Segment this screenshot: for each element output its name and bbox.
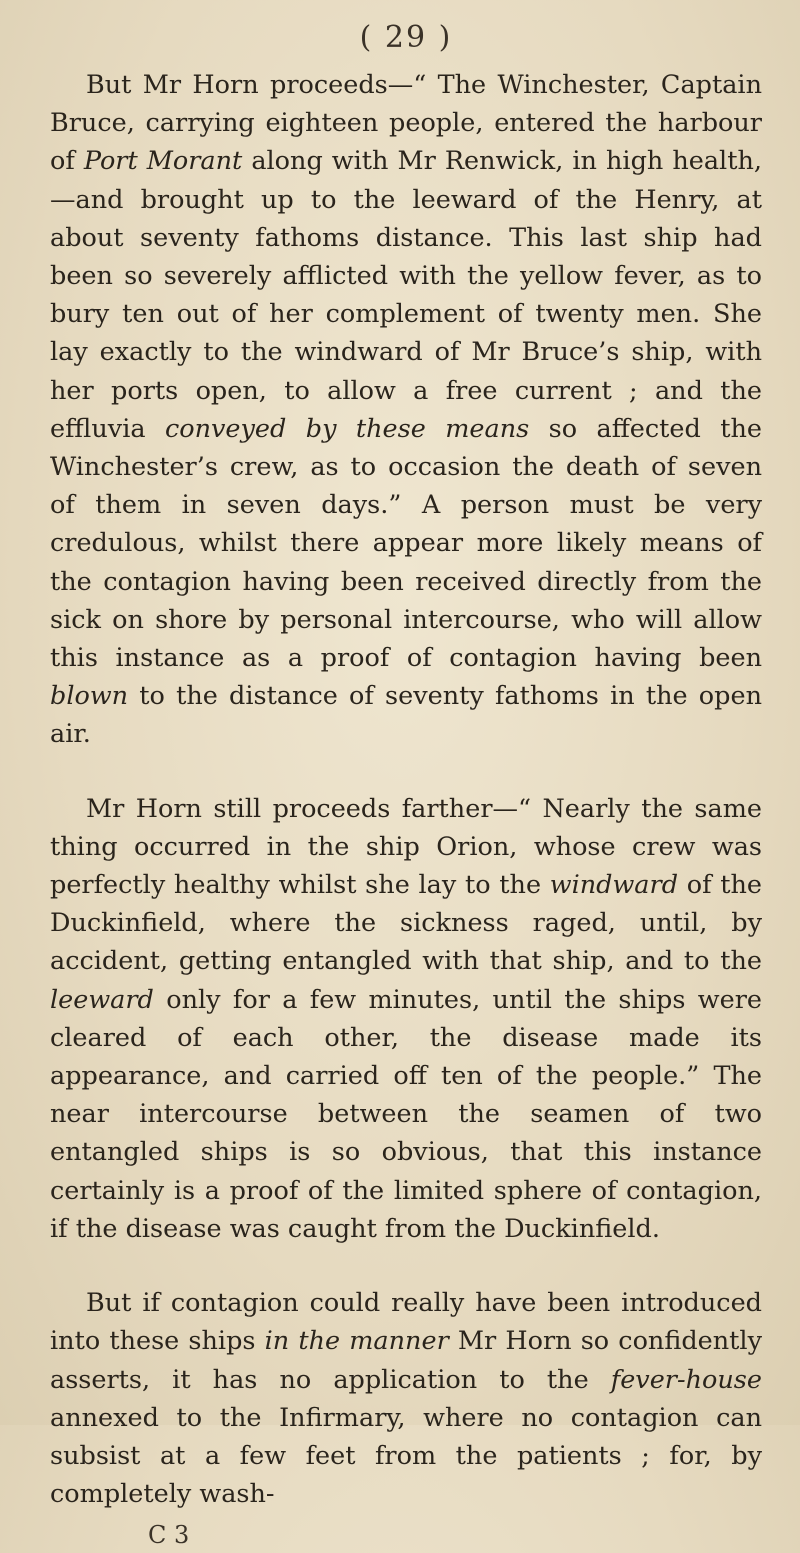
text-segment: along with Mr Renwick, in high health,—and brought up to the leeward of the Henry, at about seventy fathoms distance. This last ship had been so severely afflicted with the yellow fever, as to bury ten out of her complement of twenty men. She lay exactly to the windward of Mr Bruce’s ship, with her ports open, to allow a free current ; and the effluvia — [50, 146, 762, 444]
text-segment: only for a few minutes, until the ships were cleared of each other, the disease made its appearance, and carried off ten of the people.” The near intercourse between the seamen of two entangled ships is so obvious, that this instance certainly is a proof of the limited sphere of contagion, if the disease was caught from the Duckinfield. — [50, 984, 762, 1244]
text-segment: But Mr Horn proceeds—“ The Winchester, Captain Bruce, carrying eighteen people, entered the harbour of — [50, 70, 762, 177]
italic-segment: leeward — [50, 984, 154, 1015]
book-page — [50, 18, 763, 1550]
italic-segment: conveyed by these means — [164, 413, 530, 444]
signature-mark: C 3 — [148, 1521, 190, 1550]
text-segment: Mr Horn so confidently asserts, it has no application to the — [50, 1326, 762, 1395]
text-segment: so affected the Winchester’s crew, as to occasion the death of seven of them in seven days.” A person must be very credulous, whilst there appear more likely means of the contagion having been received directly from the sick on shore by personal intercourse, who will allow this instance as a proof of contagion having been — [50, 413, 763, 674]
paragraph-1 — [50, 66, 762, 754]
paragraph-3 — [50, 1284, 762, 1513]
italic-segment: fever-house — [610, 1364, 762, 1395]
text-segment: to the distance of seventy fathoms in the open air. — [50, 681, 762, 750]
text-segment: Mr Horn still proceeds farther—“ Nearly the same thing occurred in the ship Orion, whose crew was perfectly healthy whilst she lay to the — [50, 793, 762, 901]
italic-segment: windward — [549, 870, 679, 901]
paragraph-2 — [50, 790, 762, 1248]
page-number: ( 29 ) — [359, 20, 453, 55]
italic-segment: Port Morant — [83, 146, 243, 177]
text-segment: of the Duckinfield, where the sickness raged, until, by accident, getting entangled with that ship, and to the — [50, 870, 762, 977]
text-segment: annexed to the Infirmary, where no contagion can subsist at a few feet from the patients ; for, by completely wash- — [50, 1402, 762, 1510]
italic-segment: blown — [50, 681, 129, 712]
text-segment: But if contagion could really have been introduced into these ships — [50, 1288, 762, 1357]
italic-segment: in the manner — [264, 1326, 449, 1357]
